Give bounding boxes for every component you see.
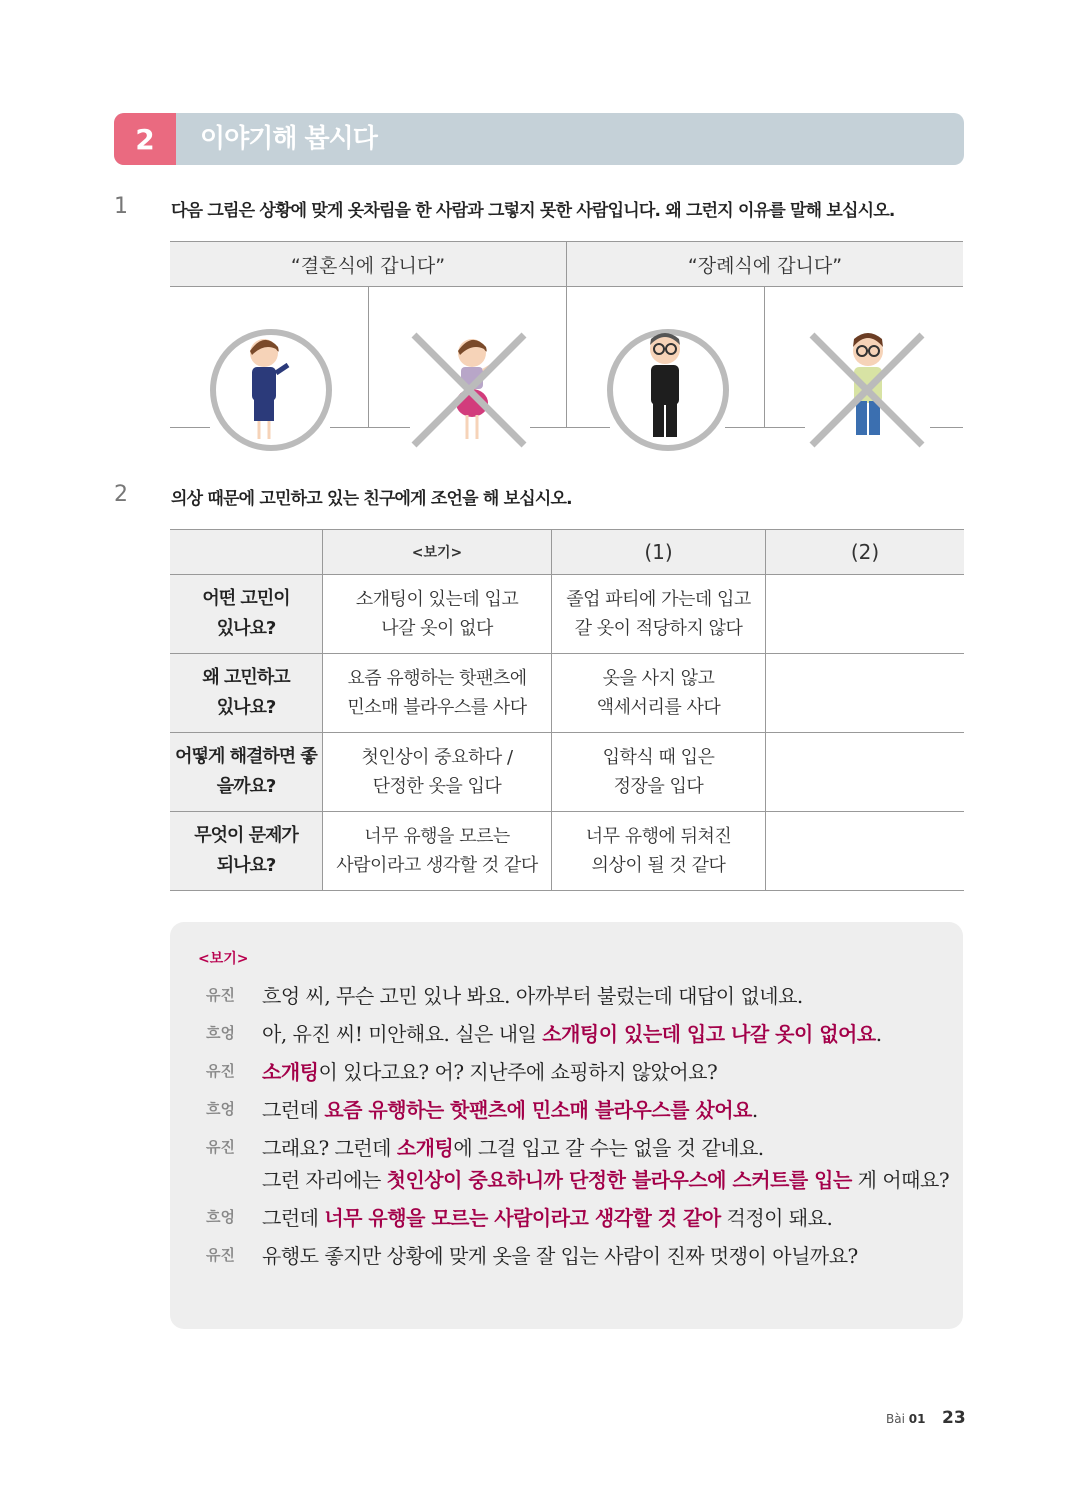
plain-phrase: 그런 자리에는 bbox=[262, 1168, 387, 1192]
page-number: 23 bbox=[942, 1408, 966, 1428]
dialogue-text bbox=[262, 1094, 758, 1123]
divider bbox=[725, 427, 805, 428]
plain-phrase: 이 있다고요? 어? 지난주에 쇼핑하지 않았어요? bbox=[318, 1060, 718, 1084]
answer-1-cell: 너무 유행에 뒤쳐진 의상이 될 것 같다 bbox=[552, 812, 766, 891]
answer-2-cell[interactable] bbox=[766, 575, 965, 654]
speaker-name: 흐엉 bbox=[206, 1100, 235, 1118]
advice-header-row bbox=[170, 530, 964, 575]
section-number: 2 bbox=[114, 113, 176, 165]
question-1-text: 다음 그림은 상황에 맞게 옷차림을 한 사람과 그렇지 못한 사람입니다. 왜 그런지 이유를 말해 보십시오. bbox=[171, 201, 895, 221]
empty-header bbox=[170, 530, 323, 575]
divider bbox=[170, 427, 210, 428]
answer-2-cell[interactable] bbox=[766, 654, 965, 733]
dialogue-text bbox=[262, 1202, 832, 1231]
table-row bbox=[170, 812, 964, 891]
example-label: <보기> bbox=[198, 951, 249, 967]
answer-1-cell: 졸업 파티에 가는데 입고 갈 옷이 적당하지 않다 bbox=[552, 575, 766, 654]
section-header bbox=[114, 113, 964, 165]
table-row bbox=[170, 575, 964, 654]
answer-2-cell[interactable] bbox=[766, 733, 965, 812]
row-question: 무엇이 문제가 되나요? bbox=[170, 812, 323, 891]
speaker-name: 유진 bbox=[206, 986, 235, 1004]
plain-phrase: . bbox=[751, 1098, 758, 1122]
plain-phrase: 흐엉 씨, 무슨 고민 있나 봐요. 아까부터 불렀는데 대답이 없네요. bbox=[262, 984, 803, 1008]
plain-phrase: 유행도 좋지만 상황에 맞게 옷을 잘 입는 사람이 진짜 멋쟁이 아닐까요? bbox=[262, 1244, 858, 1268]
scenario-header-funeral: “장례식에 갑니다” bbox=[567, 241, 963, 287]
dialogue-text bbox=[262, 1018, 882, 1047]
plain-phrase: 그런데 bbox=[262, 1206, 325, 1230]
advice-table bbox=[170, 529, 964, 891]
dialogue-text bbox=[262, 1132, 764, 1161]
question-1-number: 1 bbox=[114, 194, 128, 219]
divider bbox=[530, 427, 610, 428]
plain-phrase: 그래요? 그런데 bbox=[262, 1136, 397, 1160]
table-row bbox=[170, 654, 964, 733]
scenario-header-wedding: “결혼식에 갑니다” bbox=[170, 241, 566, 287]
highlighted-phrase: 너무 유행을 모르는 사람이라고 생각할 것 같아 bbox=[324, 1206, 721, 1230]
table-row bbox=[170, 733, 964, 812]
dialogue-text bbox=[262, 1056, 717, 1085]
man-casual-wrong-icon bbox=[802, 325, 932, 455]
man-black-suit-correct-icon bbox=[603, 325, 733, 455]
lesson-label: Bài 01 bbox=[886, 1412, 926, 1426]
example-column-header: <보기> bbox=[323, 530, 552, 575]
question-2-text: 의상 때문에 고민하고 있는 친구에게 조언을 해 보십시오. bbox=[171, 489, 572, 509]
plain-phrase: 그런데 bbox=[262, 1098, 325, 1122]
highlighted-phrase: 첫인상이 중요하니까 단정한 블라우스에 스커트를 입는 bbox=[386, 1168, 852, 1192]
highlighted-phrase: 소개팅 bbox=[396, 1136, 454, 1160]
row-question: 어떻게 해결하면 좋 을까요? bbox=[170, 733, 323, 812]
example-cell: 너무 유행을 모르는 사람이라고 생각할 것 같다 bbox=[323, 812, 552, 891]
highlighted-phrase: 소개팅 bbox=[262, 1060, 319, 1084]
speaker-name: 흐엉 bbox=[206, 1208, 235, 1226]
highlighted-phrase: 소개팅이 있는데 입고 나갈 옷이 없어요 bbox=[542, 1022, 876, 1046]
row-question: 어떤 고민이 있나요? bbox=[170, 575, 323, 654]
divider bbox=[930, 427, 963, 428]
divider bbox=[764, 287, 765, 427]
highlighted-phrase: 요즘 유행하는 핫팬츠에 민소매 블라우스를 샀어요 bbox=[324, 1098, 752, 1122]
plain-phrase: . bbox=[875, 1022, 882, 1046]
column-2-header: (2) bbox=[766, 530, 965, 575]
speaker-name: 유진 bbox=[206, 1246, 235, 1264]
example-cell: 첫인상이 중요하다 / 단정한 옷을 입다 bbox=[323, 733, 552, 812]
speaker-name: 유진 bbox=[206, 1062, 235, 1080]
plain-phrase: 에 그걸 입고 갈 수는 없을 것 같네요. bbox=[453, 1136, 764, 1160]
example-dialogue-box bbox=[170, 922, 963, 1329]
plain-phrase: 아, 유진 씨! 미안해요. 실은 내일 bbox=[262, 1022, 543, 1046]
woman-pink-dress-wrong-icon bbox=[404, 325, 534, 455]
section-title: 이야기해 봅시다 bbox=[200, 124, 377, 154]
woman-suit-correct-icon bbox=[206, 325, 336, 455]
speaker-name: 유진 bbox=[206, 1138, 235, 1156]
dialogue-text bbox=[262, 980, 803, 1009]
answer-1-cell: 입학식 때 입은 정장을 입다 bbox=[552, 733, 766, 812]
speaker-name: 흐엉 bbox=[206, 1024, 235, 1042]
scenario-table bbox=[170, 241, 963, 431]
divider bbox=[368, 287, 369, 427]
divider bbox=[330, 427, 410, 428]
plain-phrase: 게 어때요? bbox=[851, 1168, 950, 1192]
question-2-number: 2 bbox=[114, 482, 128, 507]
answer-1-cell: 옷을 사지 않고 액세서리를 사다 bbox=[552, 654, 766, 733]
example-cell: 소개팅이 있는데 입고 나갈 옷이 없다 bbox=[323, 575, 552, 654]
example-cell: 요즘 유행하는 핫팬츠에 민소매 블라우스를 사다 bbox=[323, 654, 552, 733]
row-question: 왜 고민하고 있나요? bbox=[170, 654, 323, 733]
answer-2-cell[interactable] bbox=[766, 812, 965, 891]
column-1-header: (1) bbox=[552, 530, 766, 575]
divider bbox=[566, 241, 567, 427]
plain-phrase: 걱정이 돼요. bbox=[720, 1206, 833, 1230]
dialogue-text bbox=[262, 1164, 949, 1193]
dialogue-text bbox=[262, 1240, 858, 1269]
